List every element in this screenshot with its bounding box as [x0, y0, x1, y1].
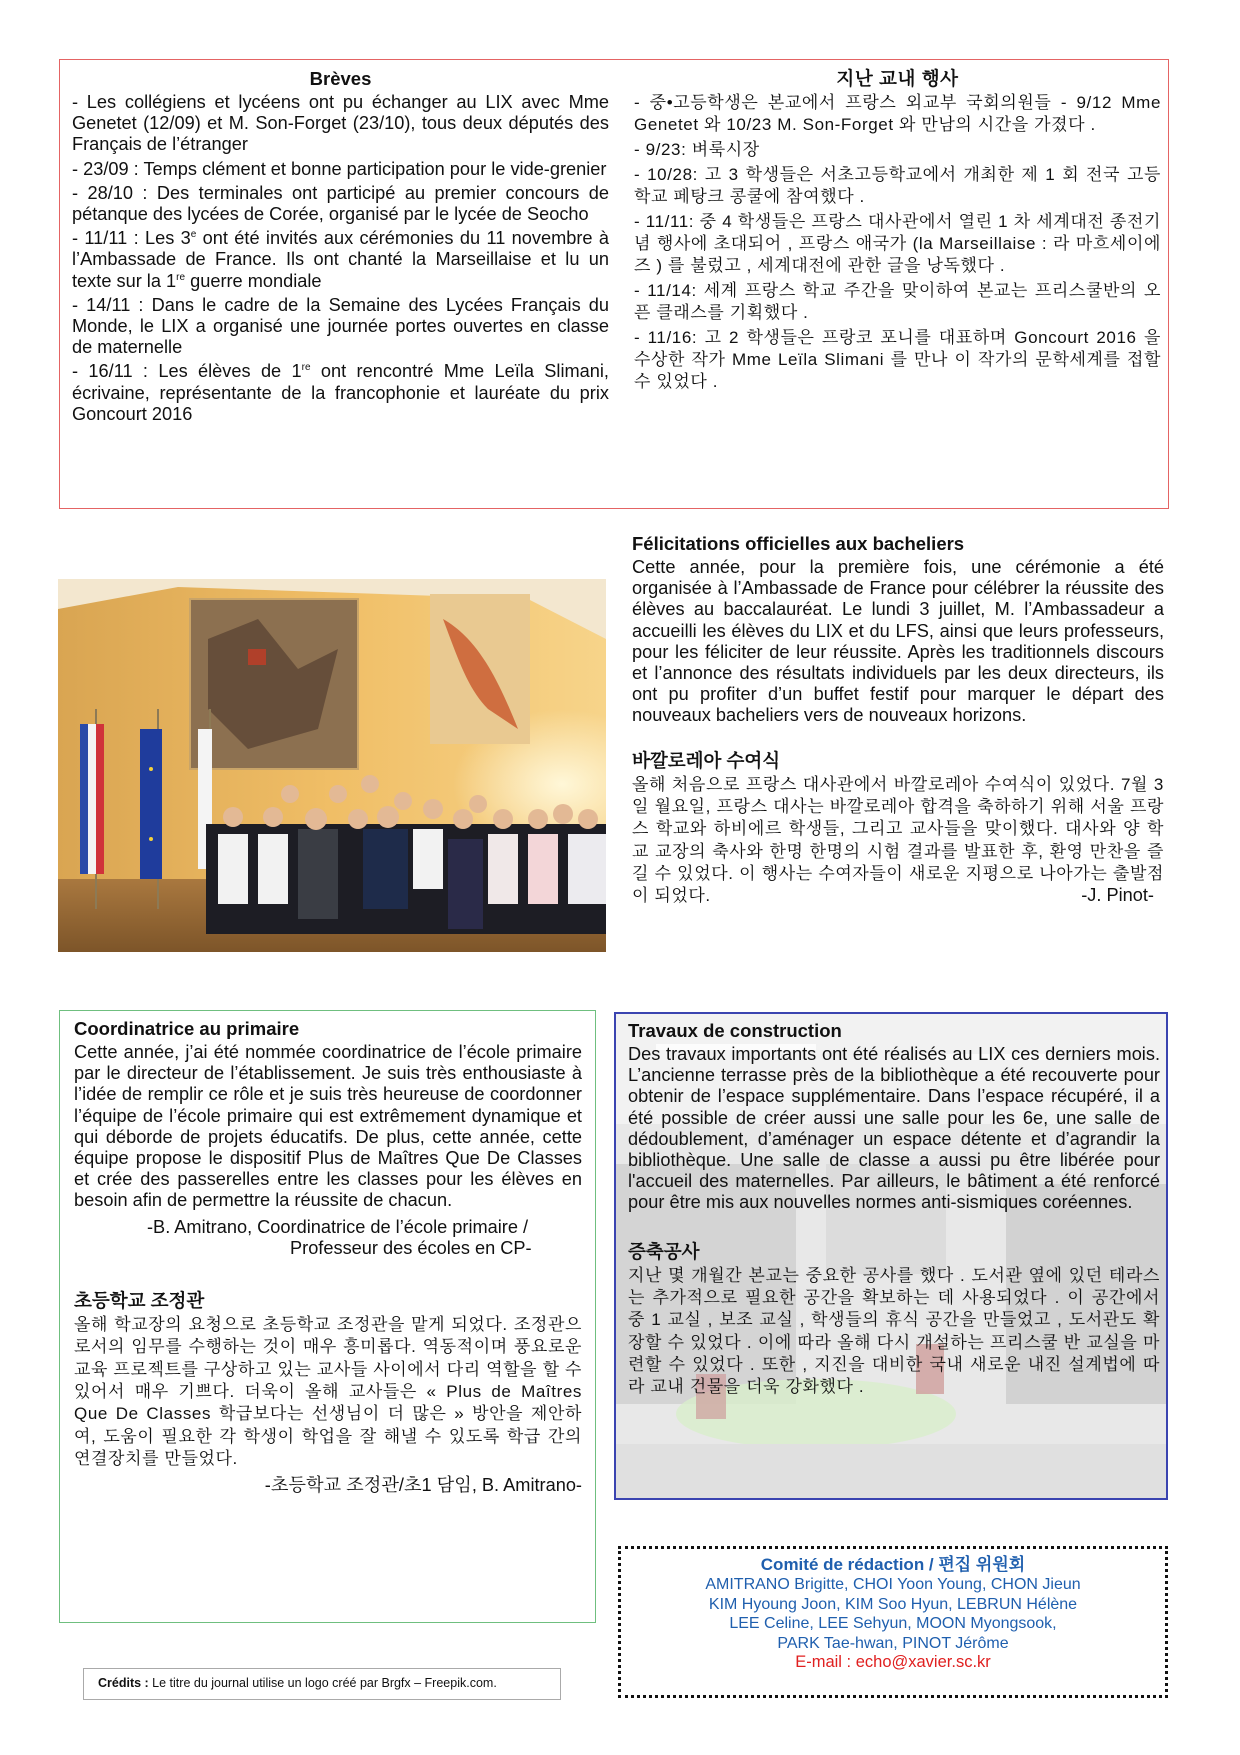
comite-member-line: LEE Celine, LEE Sehyun, MOON Myongsook,: [729, 1615, 1057, 1632]
breves-item: - 23/09 : Temps clément et bonne participation pour le vide-grenier: [72, 158, 607, 179]
group-photo: [58, 579, 606, 952]
events-ko-item: - 11/16: 고 2 학생들은 프랑코 포니를 대표하며 Goncourt 2016 을 수상한 작가 Mme Leïla Slimani 를 만나 이 작가의 문학세계를 접할 수 있었다 .: [634, 328, 1161, 391]
events-ko-item: - 중•고등학생은 본교에서 프랑스 외교부 국회의원들 - 9/12 Mme Genetet 와 10/23 M. Son-Forget 와 만남의 시간을 가졌다 .: [634, 93, 1161, 134]
travaux-body: Des travaux importants ont été réalisés au LIX ces derniers mois. L’ancienne terrasse près de la bibliothèque a été recouverte pour obtenir de l’espace supplémentaire. Dans l’espace récupéré, il a été possible de créer aussi une salle pour les 6e, une salle de dédoublement, d’aménager un espace détente et d’agrandir la bibliothèque. Une salle de classe a aussi pu être libérée pour l'accueil des maternelles. Par ailleurs, le bâtiment a été renforcé pour être mis aux nouvelles normes anti-sismiques coréennes.: [628, 1044, 1160, 1213]
breves-item: - Les collégiens et lycéens ont pu échanger au LIX avec Mme Genetet (12/09) et M. Son-Forget (23/10), tous deux députés des Français de l’étranger: [72, 92, 609, 155]
events-ko-item: - 11/14: 세계 프랑스 학교 주간을 맞이하여 본교는 프리스쿨반의 오픈 클래스를 기획했다 .: [634, 281, 1161, 322]
events-ko-section: [634, 68, 1161, 396]
credits-text: Le titre du journal utilise un logo créé par Brgfx – Freepik.com.: [148, 1676, 497, 1690]
coordinatrice-signature-ko: -초등학교 조정관/초1 담임, B. Amitrano-: [264, 1475, 582, 1496]
breves-item: - 16/11 : Les élèves de 1re ont rencontré Mme Leïla Slimani, écrivaine, représentante de la francophonie et lauréate du prix Goncourt 2016: [72, 361, 609, 424]
breves-item: - 14/11 : Dans le cadre de la Semaine des Lycées Français du Monde, le LIX a organisé une journée portes ouvertes en classe de maternelle: [72, 294, 609, 358]
events-ko-item: - 10/28: 고 3 학생들은 서초고등학교에서 개최한 제 1 회 전국 고등학교 페탕크 콩쿨에 참여했다 .: [634, 165, 1161, 206]
coordinatrice-section: [74, 1017, 582, 1496]
felicitations-body: Cette année, pour la première fois, une cérémonie a été organisée à l’Ambassade de France pour célébrer la réussite des élèves au baccalauréat. Le lundi 3 juillet, M. l’Ambassadeur a accueilli les élèves du LIX et du LFS, ainsi que leurs professeurs, pour les féliciter de leur réussite. Après les traditionnels discours et l’annonce des résultats individuels par les deux directeurs, ils ont pu profiter d’un buffet festif pour marquer le départ des nouveaux bacheliers vers de nouveaux horizons.: [632, 557, 1164, 726]
comite-member-line: KIM Hyoung Joon, KIM Soo Hyun, LEBRUN Hélène: [708, 1595, 1078, 1613]
breves-title: Brèves: [309, 68, 372, 89]
flag-eu: [140, 709, 162, 909]
travaux-title: Travaux de construction: [628, 1020, 842, 1041]
travaux-title-ko: 증축공사: [628, 1240, 700, 1262]
coordinatrice-signature: -B. Amitrano, Coordinatrice de l’école primaire / Professeur des écoles en CP-: [147, 1216, 532, 1258]
coordinatrice-body: Cette année, j’ai été nommée coordinatrice de l’école primaire par le directeur de l’établissement. Je suis très enthousiaste à l’idée de remplir ce rôle et je suis très heureuse de coordonner l’équipe de l’école primaire qui est extrêmement dynamique et qui déborde de projets éducatifs. De plus, cette année, cette équipe propose le dispositif Plus de Maîtres Que De Classes et crée des passerelles entre les classes pour les élèves en besoin afin de permettre la réussite de chacun.: [74, 1042, 582, 1211]
group-photo-illustration: [58, 579, 606, 952]
breves-item: - 11/11 : Les 3e ont été invités aux cérémonies du 11 novembre à l’Ambassade de France. Ils ont chanté la Marseillaise et lu un texte sur la 1re guerre mondiale: [72, 228, 610, 291]
breves-item: - 28/10 : Des terminales ont participé au premier concours de pétanque des lycées de Corée, organisé par le lycée de Seocho: [72, 182, 609, 225]
events-ko-item: - 9/23: 벼룩시장: [634, 140, 760, 159]
comite-section: [618, 1554, 1168, 1673]
events-ko-item: - 11/11: 중 4 학생들은 프랑스 대사관에서 열린 1 차 세계대전 종전기념 행사에 초대되어 , 프랑스 애국가 (la Marseillaise : 라 마흐세이에즈 ) 를 불렀고 , 세계대전에 관한 글을 낭독했다 .: [634, 212, 1161, 275]
coordinatrice-title-ko: 초등학교 조정관: [74, 1290, 205, 1312]
felicitations-body-ko: 올해 처음으로 프랑스 대사관에서 바깔로레아 수여식이 있었다. 7월 3일 월요일, 프랑스 대사는 바깔로레아 합격을 축하하기 위해 서울 프랑스 학교와 하비에르 학생들, 그리고 교사들을 맞이했다. 대사와 양 학교 교장의 축사와 한명 한명의 시험 결과를 발표한 후, 환영 만찬을 즐길 수 있었다. 이 행사는 수여자들이 새로운 지평으로 나아가는 출발점이 되었다.: [632, 774, 1164, 906]
travaux-section: [628, 1019, 1160, 1398]
travaux-body-ko: 지난 몇 개월간 본교는 중요한 공사를 했다 . 도서관 옆에 있던 테라스는 추가적으로 필요한 공간을 확보하는 데 사용되었다 . 이 공간에서 중 1 교실 , 보조 교실 , 학생들의 휴식 공간을 만들었고 , 도서관도 확장할 수 있었다 . 이에 따라 올해 다시 개설하는 프리스쿨 반 교실을 마련할 수 있었다 . 또한 , 지진을 대비한 국내 새로운 내진 설계법에 따라 교내 건물을 더욱 강화했다 .: [628, 1265, 1160, 1397]
comite-member-line: AMITRANO Brigitte, CHOI Yoon Young, CHON Jieun: [705, 1576, 1081, 1593]
comite-email-link[interactable]: E-mail : echo@xavier.sc.kr: [795, 1653, 991, 1671]
credits-box: [83, 1668, 561, 1700]
felicitations-signature: -J. Pinot-: [1081, 885, 1154, 906]
coordinatrice-title: Coordinatrice au primaire: [74, 1018, 300, 1039]
events-ko-title: 지난 교내 행사: [836, 68, 959, 89]
coordinatrice-body-ko: 올해 학교장의 요청으로 초등학교 조정관을 맡게 되었다. 조정관으로서의 임무를 수행하는 것이 매우 흥미롭다. 역동적이며 풍요로운 교육 프로젝트를 구상하고 있는 교사들 사이에서 다리 역할을 할 수 있어서 매우 기쁘다. 더욱이 올해 교사들은 « Plus de Maîtres Que De Classes 학급보다는 선생님이 더 많은 » 방안을 제안하여, 도움이 필요한 각 학생이 학업을 잘 해낼 수 있도록 학급 간의 연결장치를 만들었다.: [74, 1315, 582, 1468]
breves-section: [72, 68, 609, 428]
comite-title: Comité de rédaction / 편집 위원회: [760, 1555, 1026, 1574]
comite-member-line: PARK Tae-hwan, PINOT Jérôme: [777, 1634, 1009, 1652]
felicitations-section: [632, 532, 1164, 907]
felicitations-title: Félicitations officielles aux bacheliers: [632, 533, 965, 554]
felicitations-title-ko: 바깔로레아 수여식: [632, 749, 781, 771]
credits-label: Crédits :: [98, 1676, 149, 1690]
